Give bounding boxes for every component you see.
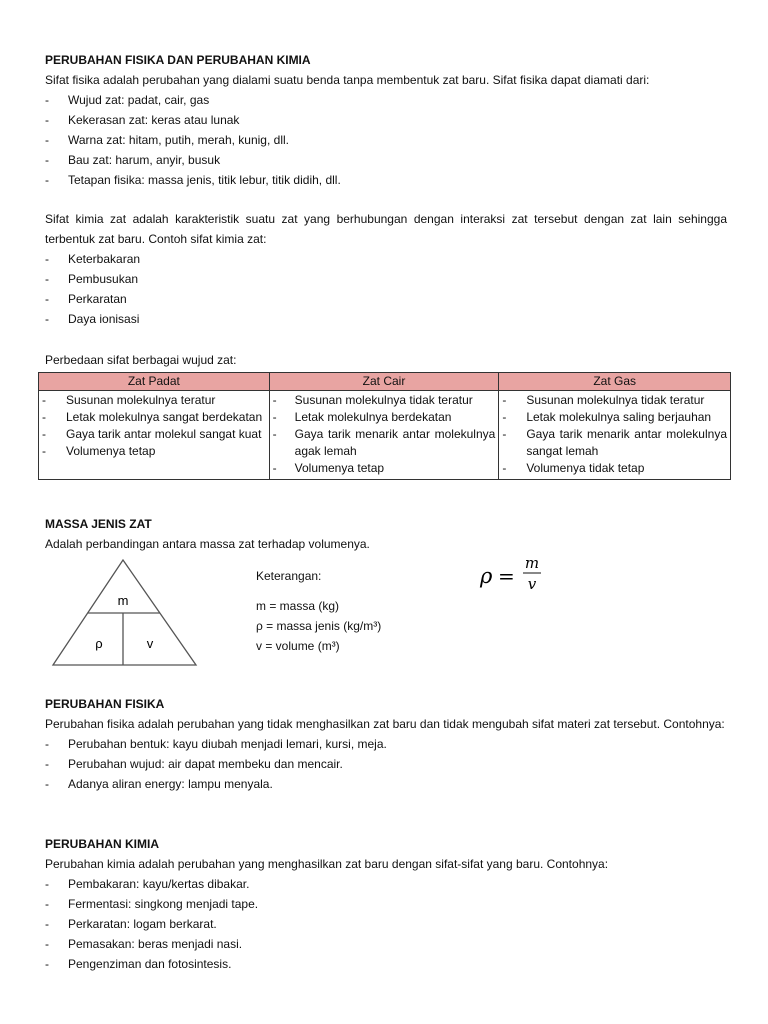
cell-list-item: - Susunan molekulnya tidak teratur bbox=[272, 393, 473, 407]
list-item: - Bau zat: harum, anyir, busuk bbox=[45, 153, 221, 167]
cell-list-item: - Volumenya tidak tetap bbox=[502, 461, 645, 475]
list-item: - Pembusukan bbox=[45, 272, 139, 286]
section-title: PERUBAHAN FISIKA DAN PERUBAHAN KIMIA bbox=[45, 53, 311, 67]
list-item: - Fermentasi: singkong menjadi tape. bbox=[45, 897, 259, 911]
triangle-label-m: m bbox=[117, 593, 129, 608]
states-comparison-table bbox=[38, 372, 731, 480]
column-header: Zat Cair bbox=[269, 373, 499, 391]
table-caption: Perbedaan sifat berbagai wujud zat: bbox=[45, 353, 237, 367]
density-triangle-diagram bbox=[50, 557, 200, 669]
list-item: - Warna zat: hitam, putih, merah, kunig, dll. bbox=[45, 133, 289, 147]
list-item: - Pembakaran: kayu/kertas dibakar. bbox=[45, 877, 250, 891]
cell-list-item: - Volumenya tetap bbox=[42, 444, 156, 458]
bullet-list bbox=[45, 249, 727, 329]
list-item: - Keterbakaran bbox=[45, 252, 141, 266]
cell-list-item: - Letak molekulnya sangat berdekatan bbox=[42, 410, 263, 424]
section-massa-jenis bbox=[45, 514, 727, 554]
table-row bbox=[39, 391, 731, 480]
triangle-label-rho: ρ bbox=[95, 636, 103, 651]
column-header: Zat Padat bbox=[39, 373, 270, 391]
cell-list-item: - Volumenya tetap bbox=[272, 461, 385, 475]
cell-list-item: - Gaya tarik menarik antar molekulnya agak lemah bbox=[272, 427, 496, 458]
bullet-list bbox=[45, 874, 727, 974]
section-intro: Perubahan kimia adalah perubahan yang menghasilkan zat baru dengan sifat-sifat yang baru. Contohnya: bbox=[45, 857, 609, 871]
section-title: PERUBAHAN FISIKA bbox=[45, 697, 165, 711]
section-intro: Adalah perbandingan antara massa zat terhadap volumenya. bbox=[45, 537, 370, 551]
table-cell-gas bbox=[499, 391, 731, 480]
list-item: - Adanya aliran energy: lampu menyala. bbox=[45, 777, 273, 791]
section-fisika-kimia bbox=[45, 50, 727, 190]
formula-rho: ρ bbox=[480, 564, 493, 588]
cell-list-item: - Gaya tarik antar molekul sangat kuat bbox=[42, 427, 262, 441]
list-item: - Perubahan bentuk: kayu diubah menjadi lemari, kursi, meja. bbox=[45, 737, 387, 751]
formula-denominator: v bbox=[527, 575, 537, 593]
formula-equals: = bbox=[498, 564, 515, 588]
legend-line: m = massa (kg) bbox=[256, 599, 340, 613]
density-formula bbox=[478, 553, 548, 595]
legend-label: Keterangan: bbox=[256, 569, 322, 583]
section-intro: Sifat fisika adalah perubahan yang dialami suatu benda tanpa membentuk zat baru. Sifat fisika dapat diamati dari: bbox=[45, 73, 650, 87]
cell-list-item: - Letak molekulnya berdekatan bbox=[272, 410, 452, 424]
list-item: - Tetapan fisika: massa jenis, titik lebur, titik didih, dll. bbox=[45, 173, 341, 187]
bullet-list bbox=[45, 90, 727, 190]
section-intro: Perubahan fisika adalah perubahan yang tidak menghasilkan zat baru dan tidak mengubah sifat materi zat tersebut. Contohnya: bbox=[45, 717, 725, 731]
table-cell-padat bbox=[39, 391, 270, 480]
section-perubahan-kimia bbox=[45, 834, 727, 974]
list-item: - Perkaratan bbox=[45, 292, 127, 306]
table-cell-cair bbox=[269, 391, 499, 480]
list-item: - Kekerasan zat: keras atau lunak bbox=[45, 113, 240, 127]
section-sifat-kimia bbox=[45, 209, 727, 329]
legend-line: v = volume (m³) bbox=[256, 639, 340, 653]
triangle-label-v: v bbox=[146, 636, 154, 651]
formula-numerator: m bbox=[524, 554, 540, 572]
list-item: - Daya ionisasi bbox=[45, 312, 140, 326]
cell-list-item: - Letak molekulnya saling berjauhan bbox=[502, 410, 712, 424]
cell-list-item: - Susunan molekulnya teratur bbox=[42, 393, 216, 407]
bullet-list bbox=[45, 734, 727, 794]
column-header: Zat Gas bbox=[499, 373, 731, 391]
list-item: - Pengenziman dan fotosintesis. bbox=[45, 957, 232, 971]
cell-list-item: - Gaya tarik menarik antar molekulnya sangat lemah bbox=[502, 427, 727, 458]
legend-keterangan bbox=[256, 566, 381, 656]
list-item: - Pemasakan: beras menjadi nasi. bbox=[45, 937, 243, 951]
table-header-row bbox=[39, 373, 731, 391]
section-intro: Sifat kimia zat adalah karakteristik suatu zat yang berhubungan dengan interaksi zat tersebut dengan zat lain sehingga terbentuk zat baru. Contoh sifat kimia zat: bbox=[45, 212, 727, 246]
list-item: - Perkaratan: logam berkarat. bbox=[45, 917, 217, 931]
section-perubahan-fisika bbox=[45, 694, 727, 794]
legend-line: ρ = massa jenis (kg/m³) bbox=[256, 619, 382, 633]
list-item: - Wujud zat: padat, cair, gas bbox=[45, 93, 210, 107]
list-item: - Perubahan wujud: air dapat membeku dan mencair. bbox=[45, 757, 343, 771]
cell-list-item: - Susunan molekulnya tidak teratur bbox=[502, 393, 705, 407]
section-title: MASSA JENIS ZAT bbox=[45, 517, 152, 531]
section-title: PERUBAHAN KIMIA bbox=[45, 837, 159, 851]
